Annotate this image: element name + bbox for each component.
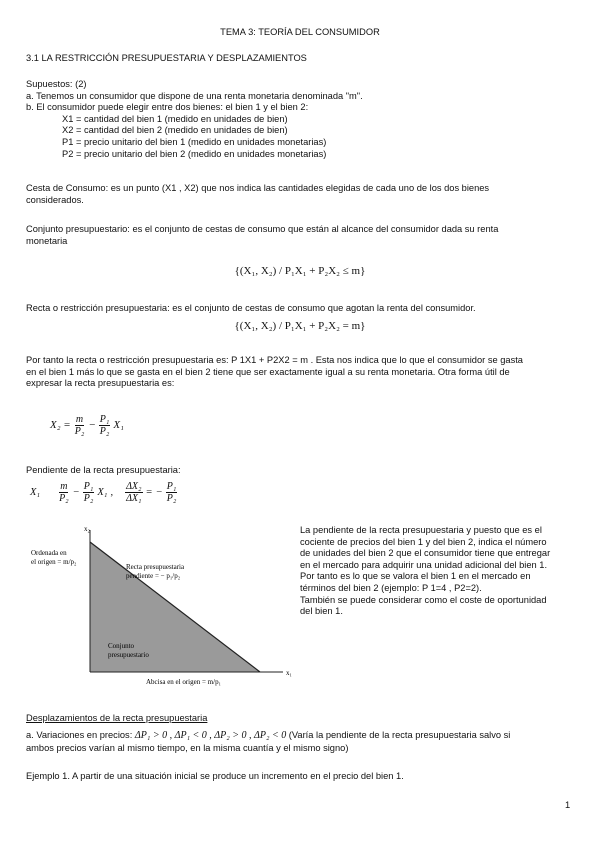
minus-sign: − <box>72 486 80 498</box>
fraction-m-p2: $\frac{m}{\text{P₂}}$ <box>59 481 69 504</box>
cesta-line: considerados. <box>26 194 84 205</box>
explanation-line: Por tanto es lo que se valora el bien 1 en el mercado en <box>300 571 531 582</box>
recta-formula: {(X₁, X₂) / P₁X₁ + P₂X₂ = m} <box>234 320 366 332</box>
portanto-line: expresar la recta presupuestaria es: <box>26 378 175 389</box>
explanation-line: en el mercado para adquirir una unidad adicional del bien 1. <box>300 559 548 570</box>
abscisa-label: Abcisa en el origen = m/p₁ <box>146 678 222 686</box>
fraction-p1-p2: $\frac{\text{P₁}}{\text{P₂}}$ <box>83 481 94 504</box>
variaciones-line-2: ambos precios varían al mismo tiempo, en la misma cuantía y el mismo signo) <box>26 743 349 753</box>
conjunto-label: Conjunto <box>108 642 135 650</box>
portanto-paragraph <box>26 355 586 390</box>
explanation-line: de unidades del bien 2 que el consumidor tiene que entregar <box>300 548 551 559</box>
recta-label: Recta presupuestaria <box>126 563 185 571</box>
minus-sign: − <box>88 418 96 431</box>
variaciones-formula: ΔP₁ > 0 , ΔP₁ < 0 , ΔP₂ > 0 , ΔP₂ < 0 <box>134 730 287 741</box>
page-number: 1 <box>565 800 571 810</box>
page-title: TEMA 3: TEORÍA DEL CONSUMIDOR <box>220 27 380 37</box>
ejemplo-1: Ejemplo 1. A partir de una situación inicial se produce un incremento en el precio del bien 1. <box>26 771 404 781</box>
section-title: 3.1 LA RESTRICCIÓN PRESUPUESTARIA Y DESPLAZAMIENTOS <box>26 53 307 63</box>
budget-constraint-graph <box>28 522 298 690</box>
formula-x1: X₁ <box>113 418 124 431</box>
recta-label: pendiente = − p₁/p₂ <box>126 572 181 580</box>
definition-item: P1 = precio unitario del bien 1 (medido en unidades monetarias) <box>62 136 327 147</box>
explanation-line: La pendiente de la recta presupuestaria y puesto que es el <box>300 525 542 535</box>
definition-item: P2 = precio unitario del bien 2 (medido en unidades monetarias) <box>62 148 327 159</box>
explanation-line: del bien 1. <box>300 606 343 617</box>
portanto-line: Por tanto la recta o restricción presupuestaria es: P 1X1 + P2X2 = m . Esta nos indica que lo que el consumidor se gasta <box>26 355 523 365</box>
cesta-line: Cesta de Consumo: es un punto (X1 , X2) que nos indica las cantidades elegidas de cada uno de los dos bienes <box>26 183 490 193</box>
supuestos-heading: Supuestos: (2) <box>26 79 87 89</box>
explanation-line: cociente de precios del bien 1 y del bien 2, indica el número <box>300 536 547 547</box>
supuestos-block <box>26 79 363 160</box>
supuesto-a: a. Tenemos un consumidor que dispone de una renta monetaria denominada "m". <box>26 90 363 101</box>
ordenada-label: Ordenada en <box>31 549 67 557</box>
conjunto-line: monetaria <box>26 235 68 246</box>
explanation-line: términos del bien 2 (ejemplo: P 1=4 , P2=2). <box>300 582 482 593</box>
conjunto-paragraph <box>26 224 576 247</box>
ordenada-label: el origen = m/p₂ <box>31 558 77 566</box>
axis-label-x1: x₁ <box>286 669 292 677</box>
definition-item: X1 = cantidad del bien 1 (medido en unidades de bien) <box>62 113 288 124</box>
conjunto-label: presupuestario <box>108 651 149 659</box>
pendiente-formula <box>30 481 177 504</box>
fraction-dx2-dx1: $\frac{\text{ΔX₂}}{\text{ΔX₁}}$ <box>126 481 142 504</box>
axis-label-x2: x₂ <box>84 525 90 533</box>
variaciones-prefix: a. Variaciones en precios: <box>26 730 133 740</box>
recta-definition: Recta o restricción presupuestaria: es el conjunto de cestas de consumo que agotan la renta del consumidor. <box>26 303 476 313</box>
explanation-line: También se puede considerar como el coste de oportunidad <box>300 594 547 605</box>
equals-sign: = <box>145 486 153 498</box>
pendiente-heading: Pendiente de la recta presupuestaria: <box>26 465 181 475</box>
comma: , <box>110 486 114 498</box>
definitions-list <box>26 114 363 160</box>
pendiente-x1-label: X₁ <box>30 486 41 498</box>
variaciones-suffix: (Varía la pendiente de la recta presupuestaria salvo si <box>288 730 511 740</box>
fraction-m-p2: $\frac{m}{\text{P₂}}$ <box>74 414 85 437</box>
fraction-p1-p2: $\frac{\text{P₁}}{\text{P₂}}$ <box>166 481 177 504</box>
formula-lhs: X₂ = <box>50 418 71 431</box>
fraction-p1-p2: $\frac{\text{P₁}}{\text{P₂}}$ <box>99 414 110 437</box>
formula-x2 <box>50 414 124 437</box>
minus-sign: − <box>155 486 163 498</box>
portanto-line: en el bien 1 más lo que se gasta en el bien 2 tiene que ser exactamente igual a su renta monetaria. Otra forma útil de <box>26 366 510 377</box>
desplazamientos-heading: Desplazamientos de la recta presupuestaria <box>26 713 208 723</box>
variaciones-line <box>26 730 586 742</box>
supuesto-b: b. El consumidor puede elegir entre dos bienes: el bien 1 y el bien 2: <box>26 102 309 113</box>
conjunto-line: Conjunto presupuestario: es el conjunto de cestas de consumo que están al alcance del consumidor dada su renta <box>26 224 499 234</box>
cesta-paragraph <box>26 183 576 206</box>
conjunto-formula: {(X₁, X₂) / P₁X₁ + P₂X₂ ≤ m} <box>234 265 366 277</box>
pendiente-x1: X₁ <box>97 486 108 498</box>
definition-item: X2 = cantidad del bien 2 (medido en unidades de bien) <box>62 125 288 136</box>
pendiente-explanation <box>300 525 576 618</box>
